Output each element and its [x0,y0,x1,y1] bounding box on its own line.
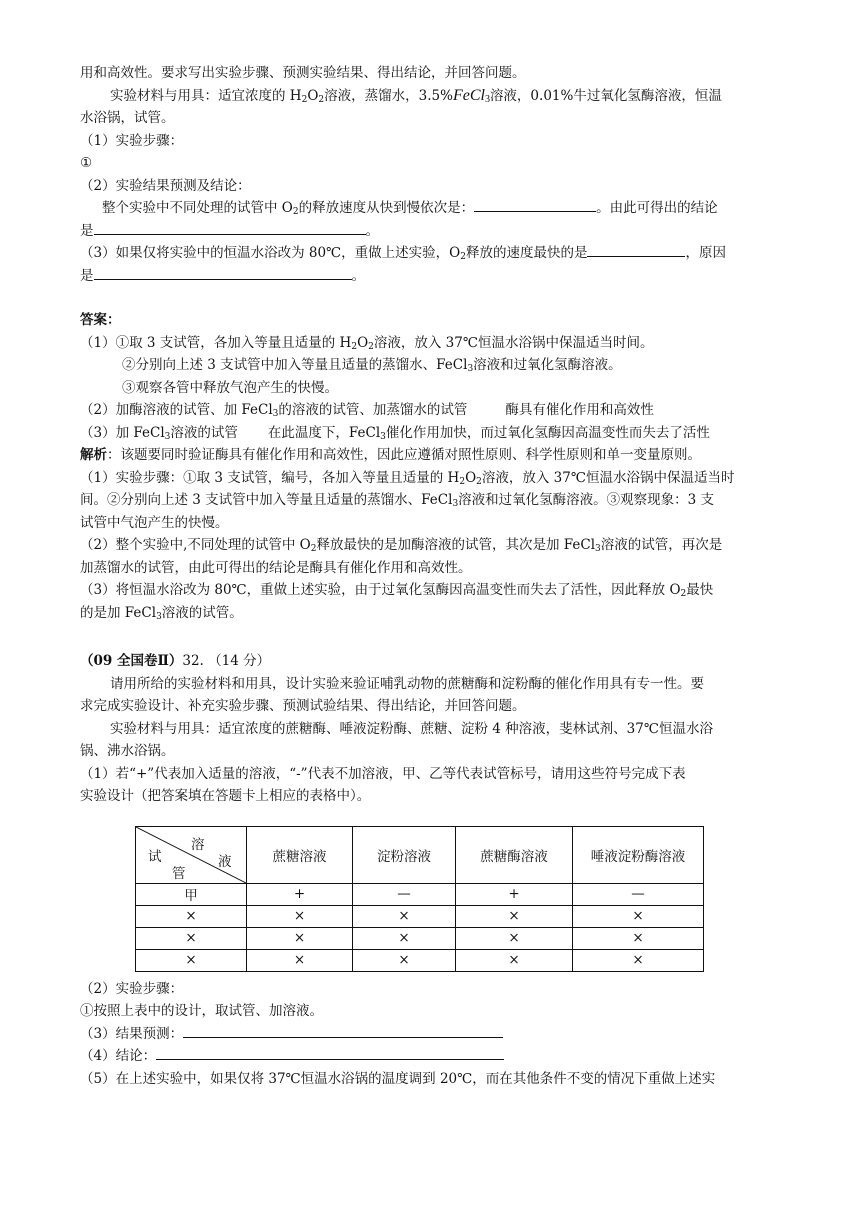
answer-blank[interactable] [94,265,352,280]
analysis-2-b: 加蒸馏水的试管，由此可得出的结论是酶具有催化作用和高效性。 [80,559,472,576]
q32-line-6: 实验设计（把答案填在答题卡上相应的表格中）。 [80,788,371,804]
analysis-1-a: （1）实验步骤：①取 3 支试管，编号，各加入等量且适量的 $H_2O_2$溶液，放入 37℃恒温水浴锅中保温适当时 [80,469,735,487]
analysis-3-a: （3）将恒温水浴改为 80℃，重做上述实验，由于过氧化氢酶因高温变性而失去了活性，因此释放 $O_2$最快 [80,582,714,599]
table-cell: 甲 [136,883,247,905]
answer-1-1: （1）①取 3 支试管，各加入等量且适量的 $H_2O_2$溶液，放入 37℃恒温水浴锅中保温适当时间。 [80,334,654,352]
table-cell: × [247,927,353,949]
table-cell: × [353,905,456,927]
analysis-1-b: 间。②分别向上述 3 支试管中加入等量且适量的蒸馏水、FeCl$_3$溶液和过氧化氢酶溶液。③观察现象：3 支 [80,492,715,509]
column-header: 淀粉溶液 [353,826,456,883]
table-header-row [136,826,704,883]
q32-heading: （09 全国卷Ⅱ）32. （14 分） [80,653,271,669]
answer-blank[interactable] [474,197,596,212]
answer-3: （3）加 FeCl$_3$溶液的试管 在此温度下，FeCl$_3$催化作用加快，而过氧化氢酶因高温变性而失去了活性 [80,424,710,442]
q2-heading: （2）实验结果预测及结论： [80,177,251,194]
table-cell: — [353,883,456,905]
table-row [136,949,704,971]
table-cell: × [136,905,247,927]
table-cell: × [353,949,456,971]
answer-1-2: ②分别向上述 3 支试管中加入等量且适量的蒸馏水、FeCl$_3$溶液和过氧化氢酶溶液。 [122,357,622,374]
table-cell: × [247,949,353,971]
q32-q5-line: （5）在上述实验中，如果仅将 37℃恒温水浴锅的温度调到 20℃，而在其他条件不变的情况下重做上述实 [80,1070,716,1087]
analysis-1-c: 试管中气泡产生的快慢。 [80,514,229,531]
answer-1-3: ③观察各管中释放气泡产生的快慢。 [122,379,338,396]
intro-line-1: 用和高效性。要求写出实验步骤、预测实验结果、得出结论，并回答问题。 [80,65,526,81]
table-cell: × [573,949,704,971]
answer-blank[interactable] [94,220,366,235]
table-cell: × [573,905,704,927]
table-cell: × [353,927,456,949]
q32-step-1: ①按照上表中的设计，取试管、加溶液。 [80,1003,323,1019]
q32-conclusion-line: （4）结论： [80,1045,780,1068]
table-row [136,905,704,927]
diagonal-header-cell: 溶 液 试 管 [136,826,247,883]
answer-blank[interactable] [587,242,685,257]
document-page [80,62,780,1090]
table-cell: × [456,949,573,971]
column-header: 蔗糖酶溶液 [456,826,573,883]
table-row [136,927,704,949]
answer-blank[interactable] [183,1023,503,1038]
fecl3-formula: FeCl$_3$ [452,86,490,105]
q2-line-2: 是 。 [80,220,780,243]
table-cell: + [247,883,353,905]
q2-line: 整个实验中不同处理的试管中 $O_2$的释放速度从快到慢依次是： 。由此可得出的结论 [80,197,780,220]
q3-line: （3）如果仅将实验中的恒温水浴改为 80℃，重做上述实验，$O_2$释放的速度最快的是 ，原因 [80,242,780,265]
q1-marker: ① [80,155,93,171]
analysis-3-b: 的是加 FeCl$_3$溶液的试管。 [80,604,243,622]
q32-line-2: 求完成实验设计、补充实验步骤、预测试验结果、得出结论，并回答问题。 [80,698,526,714]
table-cell: × [136,949,247,971]
answer-label: 答案： [80,312,121,328]
table-cell: × [247,905,353,927]
column-header: 蔗糖溶液 [247,826,353,883]
answer-blank[interactable] [156,1045,504,1060]
q3-line-2: 是 。 [80,265,780,288]
table-cell: × [456,927,573,949]
table-cell: × [573,927,704,949]
q32-line-1: 请用所给的实验材料和用具，设计实验来验证哺乳动物的蔗糖酶和淀粉酶的催化作用具有专一性。要 [110,675,704,692]
q32-line-4: 锅、沸水浴锅。 [80,743,175,759]
table-cell: × [136,927,247,949]
table-row [136,883,704,905]
table-cell: + [456,883,573,905]
table-cell: — [573,883,704,905]
q32-line-5: （1）若“+”代表加入适量的溶液，“-”代表不加溶液，甲、乙等代表试管标号，请用这些符号完成下表 [80,765,686,782]
q1-heading: （1）实验步骤： [80,132,184,149]
materials-line-2: 水浴锅，试管。 [80,110,175,126]
q32-result-line: （3）结果预测： [80,1023,780,1046]
q32-line-3: 实验材料与用具：适宜浓度的蔗糖酶、唾液淀粉酶、蔗糖、淀粉 4 种溶液，斐林试剂、37℃恒温水浴 [110,720,713,737]
analysis-2-a: （2）整个实验中,不同处理的试管中 $O_2$释放最快的是加酶溶液的试管，其次是加 FeCl$_3$溶液的试管，再次是 [80,537,723,554]
column-header: 唾液淀粉酶溶液 [573,826,704,883]
materials-line: 实验材料与用具：适宜浓度的 $H_2O_2$溶液，蒸馏水，3.5%FeCl$_3$溶液，0.01%牛过氧化氢酶溶液，恒温 [110,86,722,105]
table-cell: × [456,905,573,927]
experiment-table [135,826,704,972]
analysis-intro: 解析：该题要同时验证酶具有催化作用和高效性，因此应遵循对照性原则、科学性原则和单一变量原则。 [80,447,701,463]
answer-2: （2）加酶溶液的试管、加 FeCl$_3$的溶液的试管、加蒸馏水的试管 酶具有催化作用和高效性 [80,402,654,419]
q32-step-heading: （2）实验步骤： [80,980,184,997]
